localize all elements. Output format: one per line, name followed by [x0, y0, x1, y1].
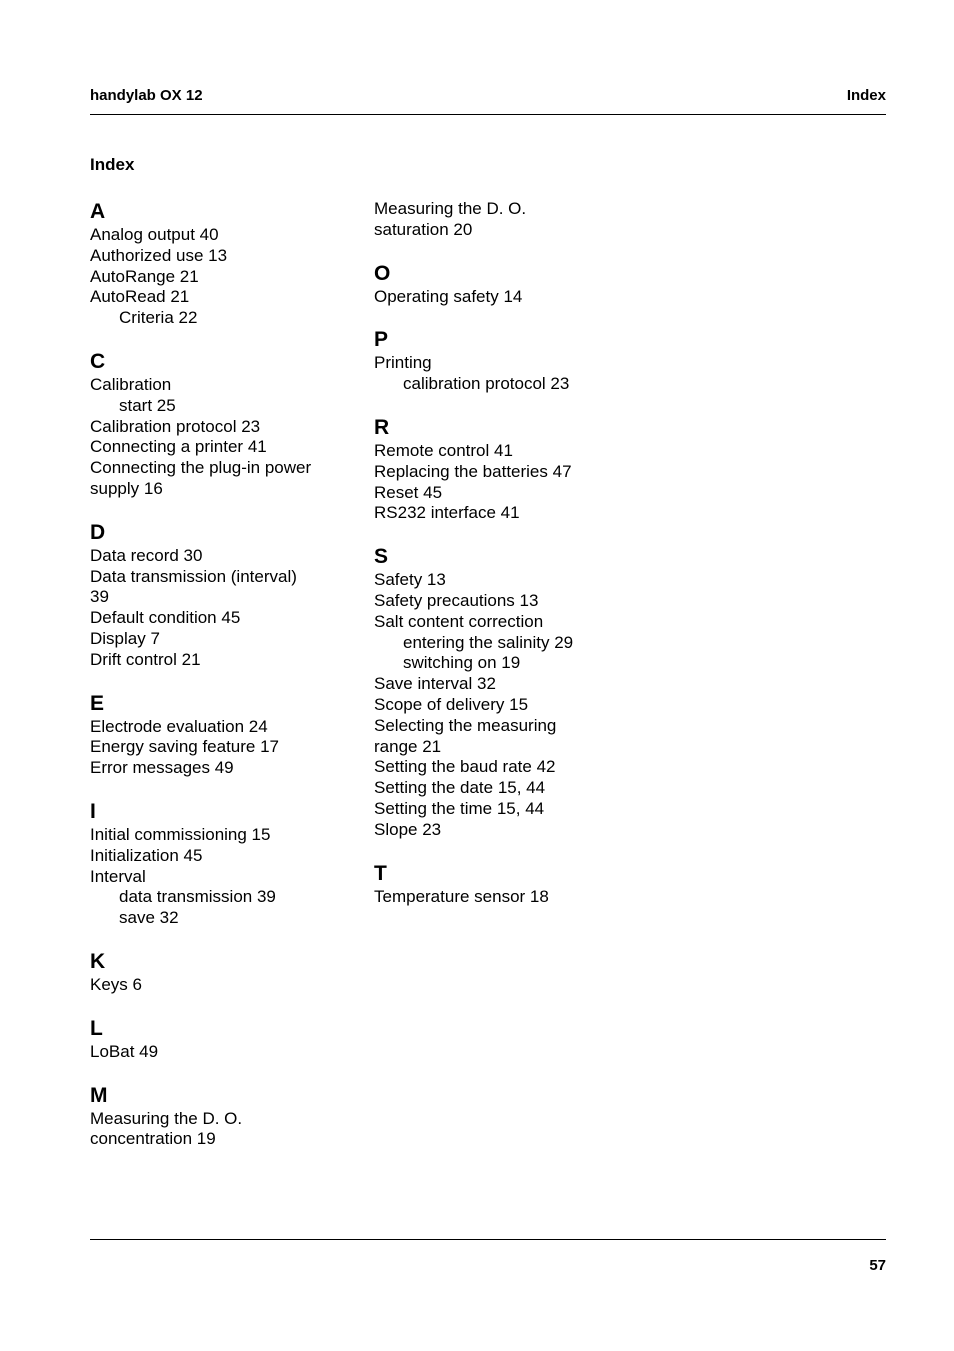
index-entry: Connecting a printer 41	[90, 437, 267, 457]
index-entry: supply 16	[90, 478, 163, 498]
index-entry: Default condition 45	[90, 608, 241, 628]
index-entry: Interval	[90, 866, 146, 886]
index-entry: Measuring the D. O.	[90, 1108, 243, 1128]
index-entry: Operating safety 14	[374, 286, 523, 306]
index-letter-heading: D	[90, 520, 106, 544]
index-entry: Safety 13	[374, 570, 446, 590]
index-entry: Connecting the plug-in power	[90, 458, 312, 478]
index-entry: Calibration protocol 23	[90, 416, 261, 436]
index-subentry: Criteria 22	[119, 308, 198, 328]
index-section	[374, 199, 634, 241]
index-subentry: data transmission 39	[119, 887, 276, 907]
index-entry: Drift control 21	[90, 649, 201, 669]
index-section	[374, 861, 634, 908]
index-section	[90, 949, 340, 996]
index-section	[374, 415, 634, 524]
page-title: Index	[90, 155, 135, 174]
index-entry: Scope of delivery 15	[374, 694, 529, 714]
index-letter-heading: O	[374, 261, 391, 285]
index-column-right	[374, 199, 634, 927]
index-letter-heading: E	[90, 691, 105, 715]
index-subentry: switching on 19	[403, 653, 521, 673]
index-section	[90, 349, 340, 500]
index-letter-heading: C	[90, 349, 106, 373]
index-section	[90, 1083, 340, 1151]
index-entry: saturation 20	[374, 219, 473, 239]
index-entry: Analog output 40	[90, 225, 219, 244]
index-letter-heading: R	[374, 415, 390, 439]
index-letter-heading: I	[90, 799, 96, 823]
index-column-left	[90, 199, 340, 1170]
index-entry: Selecting the measuring	[374, 715, 557, 735]
index-entry: 39	[90, 587, 109, 607]
running-header-section: Index	[846, 87, 886, 104]
index-entry: Initialization 45	[90, 845, 203, 865]
index-entry: Setting the time 15, 44	[374, 798, 545, 818]
index-entry: Setting the baud rate 42	[374, 757, 556, 777]
index-section	[90, 520, 340, 671]
index-entry: Keys 6	[90, 974, 142, 994]
index-letter-heading: K	[90, 949, 106, 973]
page-number: 57	[869, 1257, 886, 1274]
index-entry: Energy saving feature 17	[90, 737, 280, 757]
index-entry: Initial commissioning 15	[90, 824, 271, 844]
index-entry: Reset 45	[374, 482, 443, 502]
index-section	[90, 691, 340, 779]
header-divider	[90, 114, 886, 115]
index-entry: Electrode evaluation 24	[90, 716, 268, 736]
index-entry: Measuring the D. O.	[374, 199, 527, 218]
index-letter-heading: S	[374, 545, 389, 569]
index-entry: Authorized use 13	[90, 245, 228, 265]
index-entry: Slope 23	[374, 819, 442, 839]
index-letter-heading: A	[90, 200, 106, 223]
running-header-title: handylab OX 12	[90, 87, 203, 104]
index-entry: RS232 interface 41	[374, 503, 520, 523]
index-subentry: calibration protocol 23	[403, 374, 570, 394]
index-section	[90, 1016, 340, 1063]
index-entry: range 21	[374, 736, 442, 756]
index-section	[90, 199, 340, 329]
index-section	[374, 544, 634, 840]
index-entry: LoBat 49	[90, 1041, 159, 1061]
index-subentry: entering the salinity 29	[403, 632, 574, 652]
index-entry: Printing	[374, 353, 432, 373]
index-entry: Data record 30	[90, 545, 203, 565]
index-entry: Calibration	[90, 374, 172, 394]
index-entry: Salt content correction	[374, 611, 544, 631]
index-letter-heading: T	[374, 861, 387, 885]
index-letter-heading: P	[374, 328, 389, 352]
index-entry: Replacing the batteries 47	[374, 461, 572, 481]
index-entry: AutoRange 21	[90, 266, 199, 286]
index-entry: Display 7	[90, 628, 160, 648]
index-entry: Save interval 32	[374, 674, 496, 694]
index-subentry: start 25	[119, 395, 176, 415]
footer-divider	[90, 1239, 886, 1240]
index-letter-heading: L	[90, 1016, 103, 1040]
index-entry: Remote control 41	[374, 440, 513, 460]
index-entry: concentration 19	[90, 1129, 216, 1149]
index-entry: Error messages 49	[90, 758, 234, 778]
index-letter-heading: M	[90, 1083, 108, 1107]
index-section	[374, 327, 634, 395]
index-entry: Data transmission (interval)	[90, 566, 297, 586]
index-entry: Safety precautions 13	[374, 590, 539, 610]
index-subentry: save 32	[119, 908, 179, 928]
index-entry: Setting the date 15, 44	[374, 778, 546, 798]
index-section	[90, 799, 340, 929]
index-entry: Temperature sensor 18	[374, 886, 549, 906]
index-section	[374, 261, 634, 308]
index-entry: AutoRead 21	[90, 287, 190, 307]
